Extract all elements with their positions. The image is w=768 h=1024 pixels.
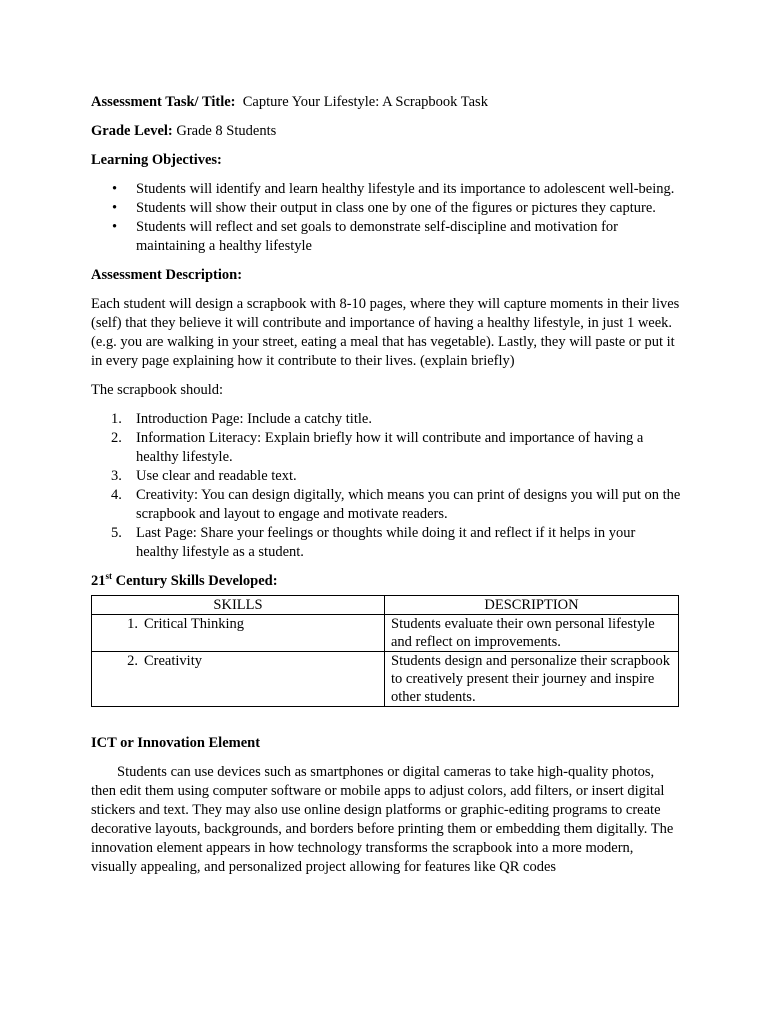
skill-cell: 2. Creativity — [92, 652, 385, 707]
table-row — [92, 652, 679, 707]
ict-body: Students can use devices such as smartphones or digital cameras to take high-quality photos, then edit them using computer software or mobile apps to adjust colors, add filters, or insert digital stickers and text. They may also use online design platforms or graphic-editing programs to create decorative layouts, backgrounds, and borders before printing them or embedding them digitally. The innovation element appears in how technology transforms the scrapbook into a more modern, visually appealing, and personalized project allowing for features like QR codes — [91, 764, 674, 875]
scrapbook-intro: The scrapbook should: — [91, 382, 224, 398]
table-row — [92, 615, 679, 652]
objectives-list — [91, 180, 681, 256]
table-header-row — [92, 596, 679, 615]
document-content — [91, 93, 681, 877]
grade-value: Grade 8 Students — [176, 123, 277, 139]
description-column-header: DESCRIPTION — [385, 596, 679, 615]
grade-line — [91, 122, 681, 141]
skill-description-cell: Students evaluate their own personal lifestyle and reflect on improvements. — [385, 615, 679, 652]
list-item: 3. Use clear and readable text. — [111, 468, 297, 484]
list-item: • Students will show their output in class one by one of the figures or pictures they capture. — [112, 200, 656, 216]
bullet-icon: • — [112, 181, 118, 197]
list-item: 4. Creativity: You can design digitally, which means you can print of designs you will put on the scrapbook and layout to engage and motivate readers. — [111, 487, 681, 522]
ict-heading: ICT or Innovation Element — [91, 735, 261, 751]
grade-label: Grade Level: — [91, 123, 173, 139]
description-heading: Assessment Description: — [91, 267, 243, 283]
list-item: 1. Introduction Page: Include a catchy title. — [111, 411, 372, 427]
objectives-heading: Learning Objectives: — [91, 152, 222, 168]
list-item: • Students will reflect and set goals to demonstrate self-discipline and motivation for maintaining a healthy lifestyle — [112, 219, 619, 254]
list-item: • Students will identify and learn healthy lifestyle and its importance to adolescent well-being. — [112, 181, 675, 197]
list-item: 5. Last Page: Share your feelings or thoughts while doing it and reflect if it helps in your healthy lifestyle as a student. — [111, 525, 636, 560]
skill-cell: 1. Critical Thinking — [92, 615, 385, 652]
skills-table — [91, 595, 679, 707]
skill-description-cell: Students design and personalize their scrapbook to creatively present their journey and inspire other students. — [385, 652, 679, 707]
bullet-icon: • — [112, 219, 118, 235]
description-body: Each student will design a scrapbook with 8-10 pages, where they will capture moments in their lives (self) that they believe it will contribute and importance of having a healthy lifestyle, in just 1 week. (e.g. you are walking in your street, eating a meal that has vegetable). Lastly, they will paste or put it in every page explaining how it contribute to their lives. (explain briefly) — [91, 296, 680, 369]
title-line — [91, 93, 681, 112]
list-item: 2. Information Literacy: Explain briefly how it will contribute and importance of having a healthy lifestyle. — [111, 430, 644, 465]
skills-column-header: SKILLS — [92, 596, 385, 615]
title-label: Assessment Task/ Title: — [91, 94, 236, 110]
scrapbook-steps — [91, 410, 681, 562]
bullet-icon: • — [112, 200, 118, 216]
skills-heading: 21st Century Skills Developed: — [91, 571, 278, 589]
title-value: Capture Your Lifestyle: A Scrapbook Task — [242, 94, 488, 110]
